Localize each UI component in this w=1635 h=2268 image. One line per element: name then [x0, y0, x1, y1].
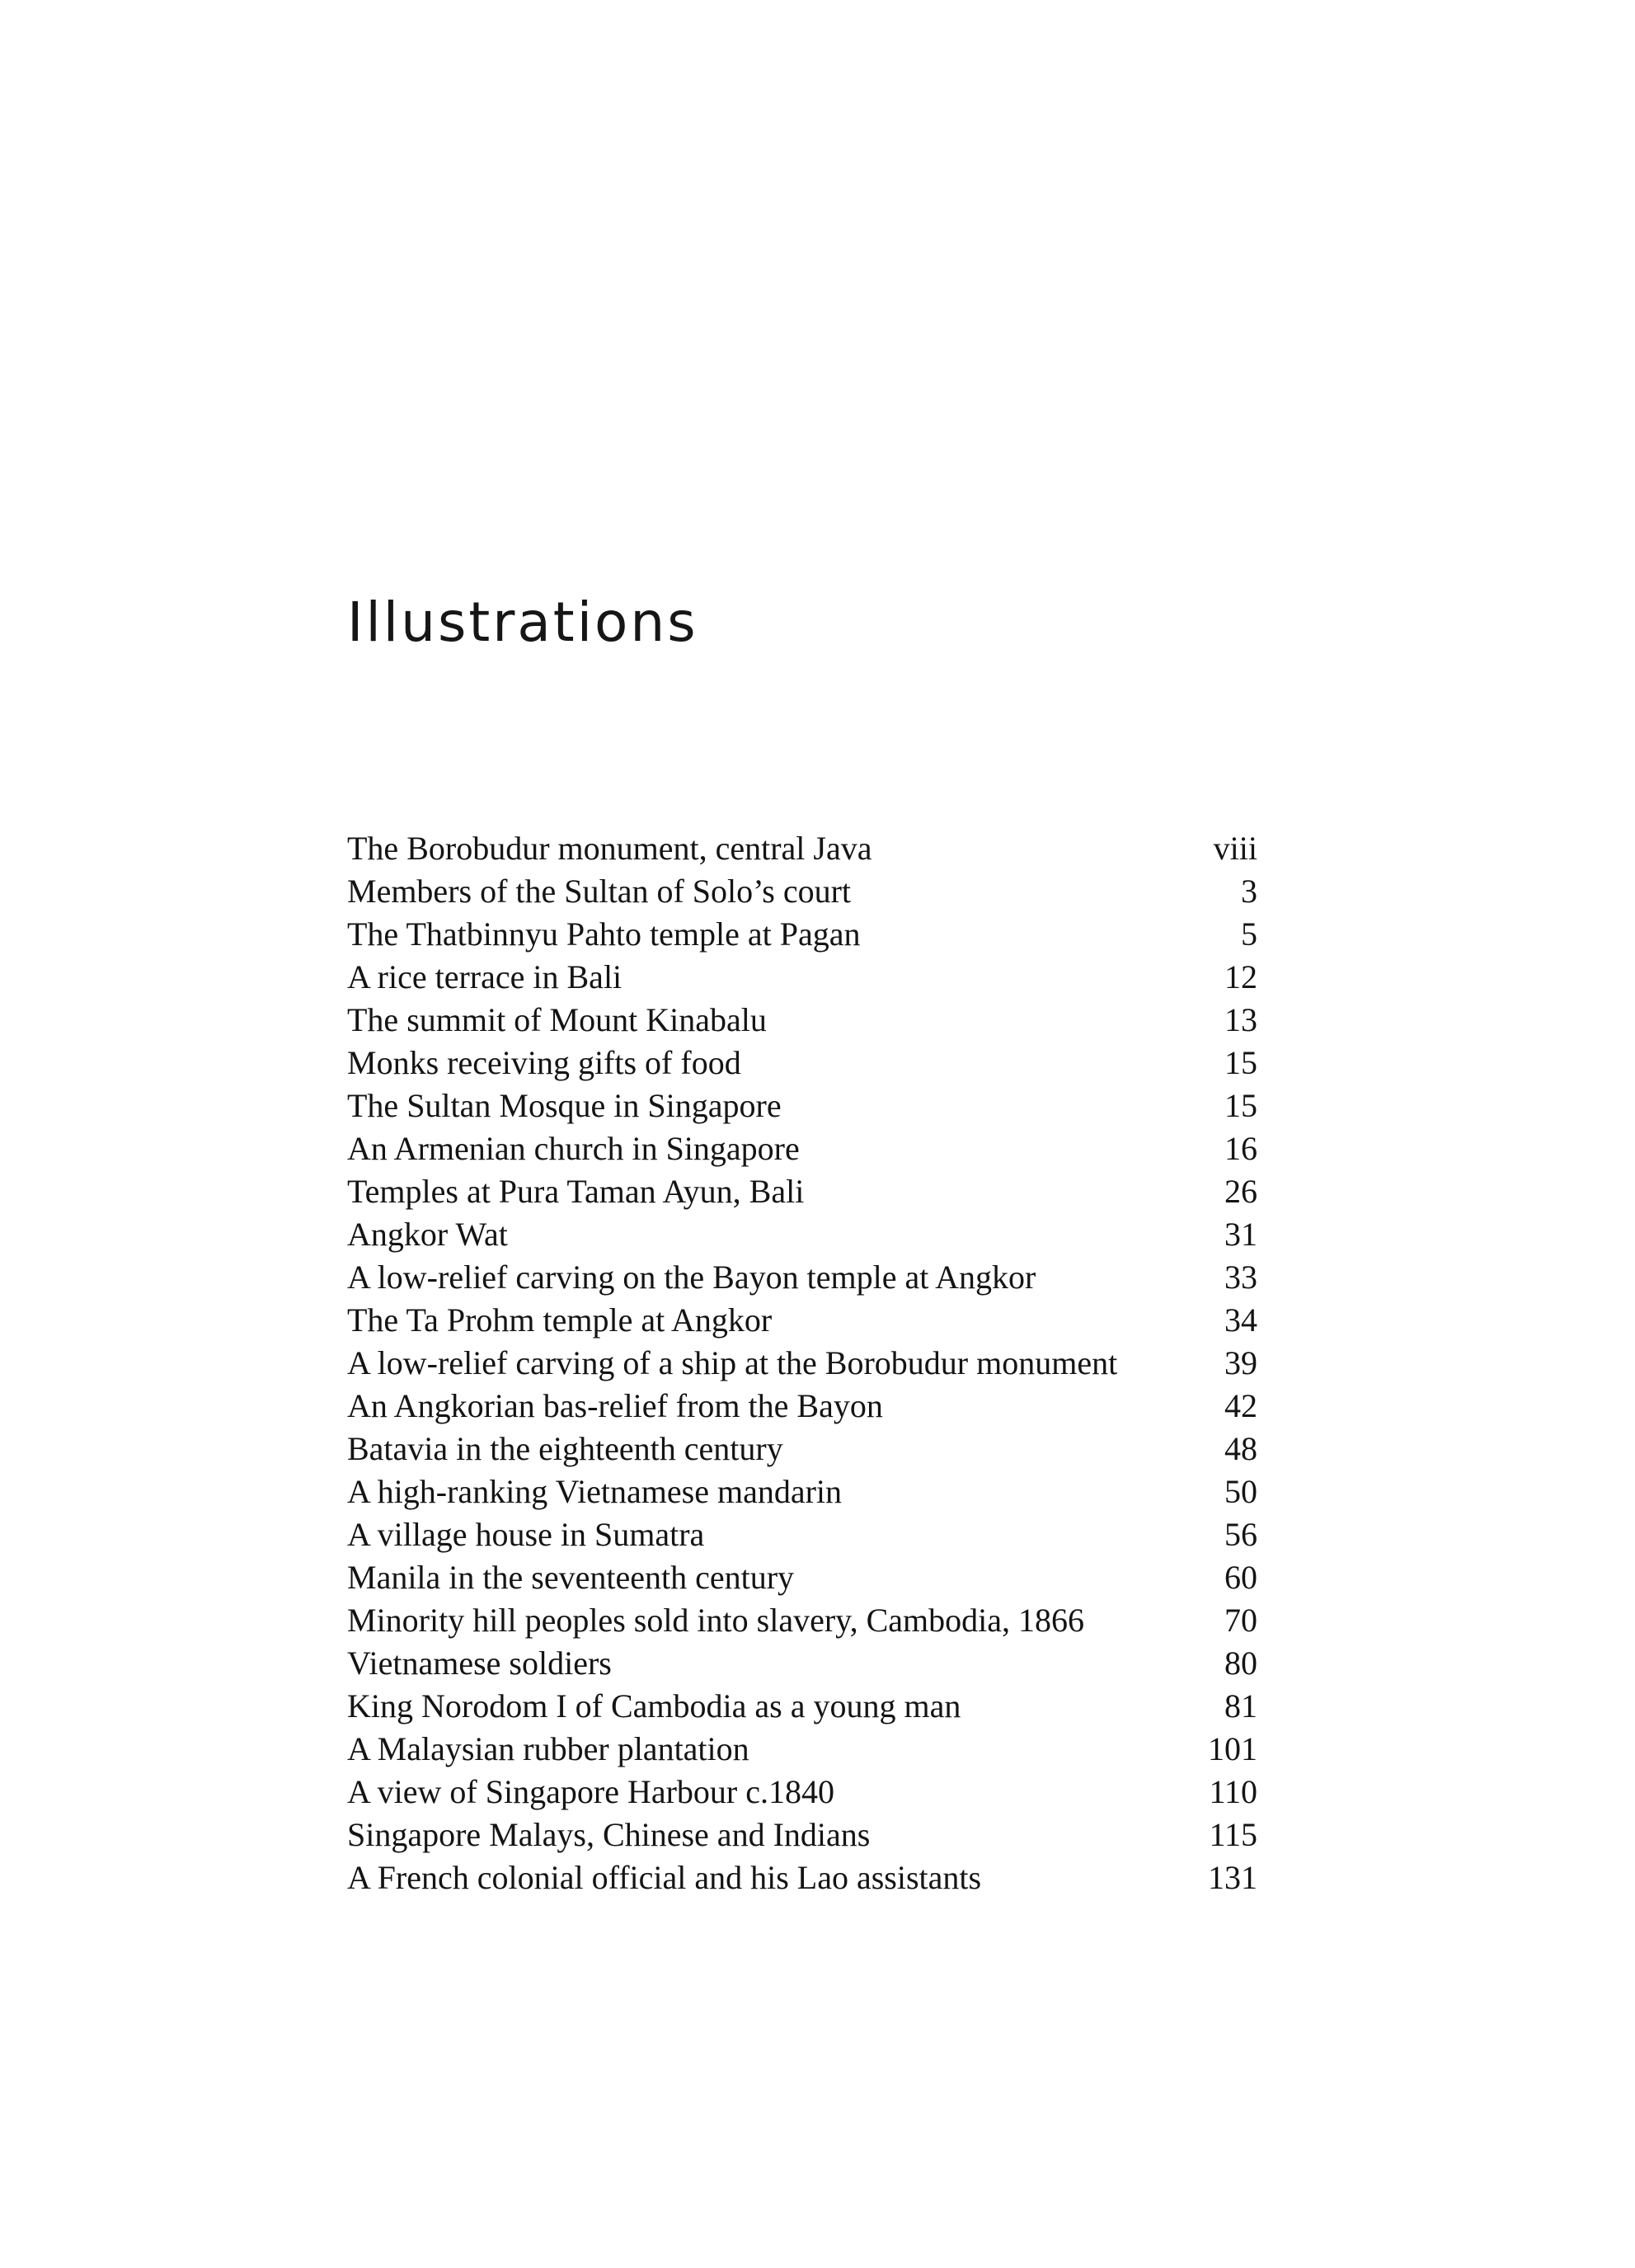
toc-entry-page-number: 80	[1224, 1645, 1257, 1682]
toc-entry	[347, 1856, 1257, 1899]
toc-entry	[347, 870, 1257, 913]
toc-entry-page-number: 48	[1224, 1430, 1257, 1467]
toc-entry	[347, 1170, 1257, 1213]
toc-entry-caption: Monks receiving gifts of food	[347, 1044, 741, 1081]
toc-entry-caption: An Angkorian bas-relief from the Bayon	[347, 1387, 883, 1424]
toc-entry-caption: An Armenian church in Singapore	[347, 1130, 800, 1167]
toc-entry-page-number: 60	[1224, 1559, 1257, 1596]
toc-entry-page-number: 115	[1209, 1816, 1257, 1853]
toc-entry-caption: The Borobudur monument, central Java	[347, 830, 872, 867]
toc-entry-page-number: 15	[1224, 1044, 1257, 1081]
toc-entry-caption: A view of Singapore Harbour c.1840	[347, 1773, 834, 1810]
toc-entry-caption: A French colonial official and his Lao assistants	[347, 1859, 982, 1896]
toc-entry	[347, 1513, 1257, 1556]
toc-entry-page-number: 39	[1224, 1344, 1257, 1381]
toc-entry-caption: The summit of Mount Kinabalu	[347, 1001, 767, 1038]
toc-entry	[347, 1470, 1257, 1513]
toc-entry-caption: A low-relief carving on the Bayon temple at Angkor	[347, 1259, 1036, 1296]
toc-entry	[347, 1385, 1257, 1428]
toc-entry	[347, 1299, 1257, 1342]
toc-entry-page-number: 3	[1241, 873, 1257, 910]
toc-entry	[347, 1556, 1257, 1599]
toc-entry	[347, 956, 1257, 999]
toc-entry-caption: Temples at Pura Taman Ayun, Bali	[347, 1173, 805, 1210]
toc-entry	[347, 1642, 1257, 1685]
toc-entry-page-number: 42	[1224, 1387, 1257, 1424]
toc-entry-page-number: 50	[1224, 1473, 1257, 1510]
toc-entry	[347, 1728, 1257, 1771]
toc-entry-caption: The Thatbinnyu Pahto temple at Pagan	[347, 915, 861, 953]
toc-entry	[347, 999, 1257, 1042]
toc-entry-caption: Batavia in the eighteenth century	[347, 1430, 783, 1467]
toc-entry	[347, 827, 1257, 870]
toc-entry-page-number: 110	[1209, 1773, 1257, 1810]
toc-entry-page-number: 81	[1224, 1687, 1257, 1725]
toc-entry-caption: Manila in the seventeenth century	[347, 1559, 795, 1596]
toc-entry	[347, 1428, 1257, 1470]
toc-entry-page-number: 13	[1224, 1001, 1257, 1038]
toc-entry-page-number: 26	[1224, 1173, 1257, 1210]
toc-entry	[347, 1256, 1257, 1299]
illustrations-list	[347, 827, 1257, 1899]
toc-entry-page-number: 33	[1224, 1259, 1257, 1296]
toc-entry	[347, 1127, 1257, 1170]
toc-entry-caption: Vietnamese soldiers	[347, 1645, 612, 1682]
toc-entry-page-number: 12	[1224, 958, 1257, 995]
toc-entry	[347, 1771, 1257, 1814]
toc-entry	[347, 1042, 1257, 1085]
toc-entry-caption: A low-relief carving of a ship at the Borobudur monument	[347, 1344, 1118, 1381]
toc-entry-caption: The Sultan Mosque in Singapore	[347, 1087, 782, 1124]
toc-entry-page-number: 5	[1241, 915, 1257, 953]
toc-entry	[347, 1342, 1257, 1385]
toc-entry-caption: The Ta Prohm temple at Angkor	[347, 1301, 773, 1339]
toc-entry-caption: A village house in Sumatra	[347, 1516, 705, 1553]
toc-entry-caption: A Malaysian rubber plantation	[347, 1730, 749, 1767]
toc-entry	[347, 1085, 1257, 1127]
toc-entry-caption: Singapore Malays, Chinese and Indians	[347, 1816, 871, 1853]
toc-entry	[347, 1685, 1257, 1728]
toc-entry-page-number: 70	[1224, 1602, 1257, 1639]
toc-entry-caption: Minority hill peoples sold into slavery, Cambodia, 1866	[347, 1602, 1084, 1639]
toc-entry-caption: A high-ranking Vietnamese mandarin	[347, 1473, 843, 1510]
toc-entry-page-number: 15	[1224, 1087, 1257, 1124]
toc-entry	[347, 913, 1257, 956]
toc-entry-page-number: 16	[1224, 1130, 1257, 1167]
toc-entry-page-number: 56	[1224, 1516, 1257, 1553]
toc-entry-caption: King Norodom I of Cambodia as a young man	[347, 1687, 961, 1725]
toc-entry-caption: Members of the Sultan of Solo’s court	[347, 873, 852, 910]
toc-entry	[347, 1599, 1257, 1642]
toc-entry-page-number: 101	[1208, 1730, 1257, 1767]
toc-entry	[347, 1814, 1257, 1856]
toc-entry-caption: A rice terrace in Bali	[347, 958, 623, 995]
toc-entry-caption: Angkor Wat	[347, 1216, 508, 1253]
page-title: Illustrations	[347, 591, 698, 654]
toc-entry-page-number: 31	[1224, 1216, 1257, 1253]
toc-entry-page-number: 34	[1224, 1301, 1257, 1339]
toc-entry-page-number: viii	[1213, 830, 1257, 867]
toc-entry	[347, 1213, 1257, 1256]
toc-entry-page-number: 131	[1208, 1859, 1257, 1896]
